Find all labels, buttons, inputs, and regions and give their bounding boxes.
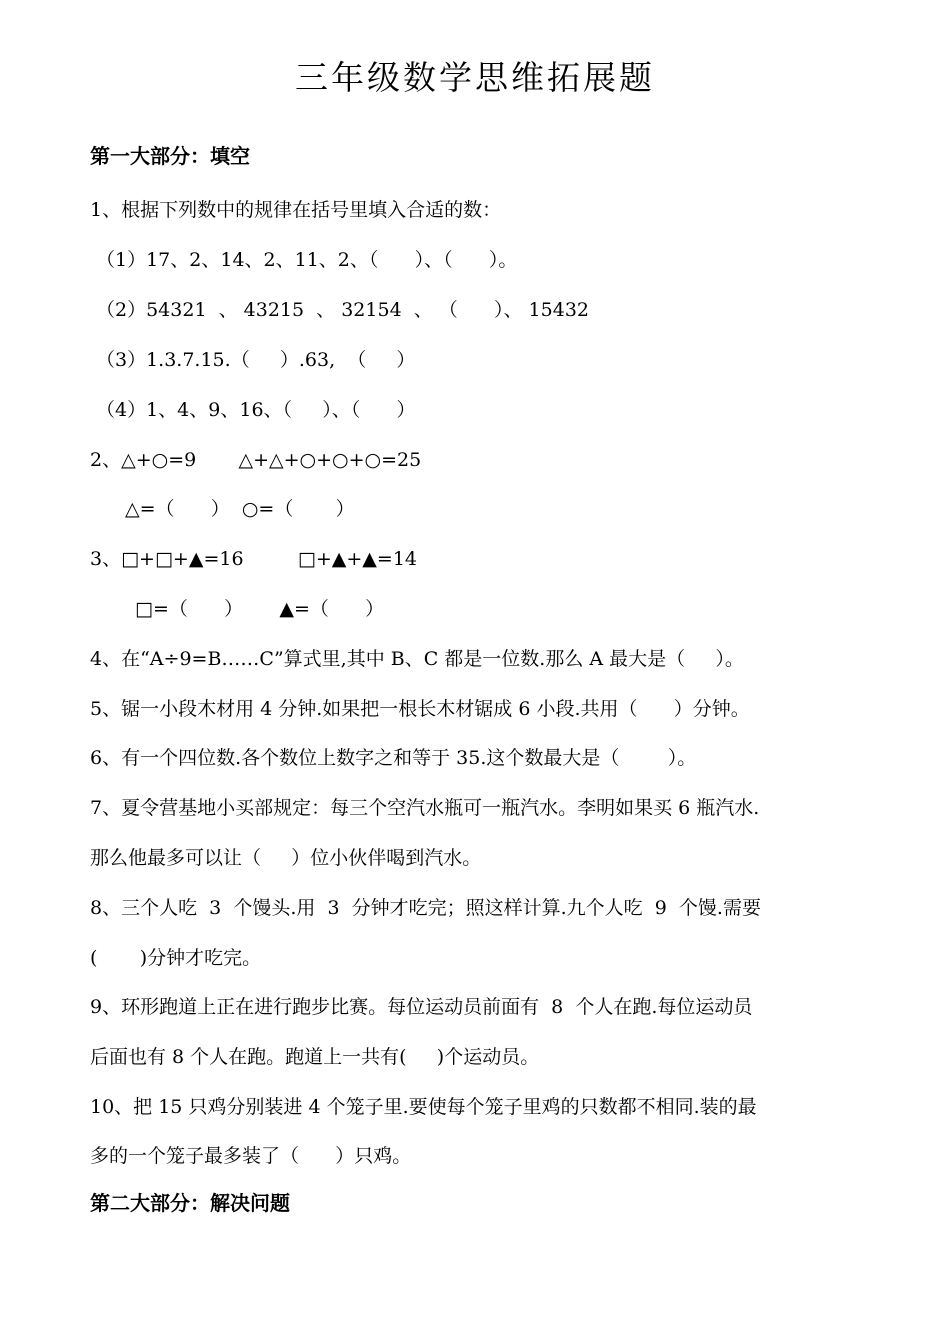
- question-6: 6、有一个四位数.各个数位上数字之和等于 35.这个数最大是（ ）。: [90, 747, 697, 769]
- question-1-part-4: （4）1、4、9、16、（ ）、（ ）: [96, 399, 416, 421]
- question-8-line-1: 8、三个人吃 3 个馒头.用 3 分钟才吃完；照这样计算.九个人吃 9 个馒.需要: [90, 897, 761, 919]
- question-2-line-2: △=（ ） ○=（ ）: [125, 498, 355, 520]
- question-7-line-1: 7、夏令营基地小买部规定：每三个空汽水瓶可一瓶汽水。李明如果买 6 瓶汽水.: [90, 797, 760, 819]
- question-9-line-1: 9、环形跑道上正在进行跑步比赛。每位运动员前面有 8 个人在跑.每位运动员: [90, 996, 753, 1018]
- question-1-part-3: （3）1.3.7.15.（ ）.63, （ ）: [96, 349, 416, 371]
- question-1-part-2: （2）54321 、 43215 、 32154 、 （ ）、 15432: [96, 299, 589, 321]
- section-heading-problem-solving: 第二大部分：解决问题: [90, 1191, 290, 1215]
- question-10-line-2: 多的一个笼子最多装了（ ）只鸡。: [90, 1145, 412, 1167]
- question-5: 5、锯一小段木材用 4 分钟.如果把一根长木材锯成 6 小段.共用（ ）分钟。: [90, 698, 750, 720]
- question-1-part-1: （1）17、2、14、2、11、2、（ ）、（ ）。: [96, 249, 518, 271]
- page-title: 三年级数学思维拓展题: [295, 58, 655, 97]
- question-4: 4、在“A÷9=B……C”算式里,其中 B、C 都是一位数.那么 A 最大是（ ）。: [90, 648, 744, 670]
- question-3-line-1: 3、□+□+▲=16 □+▲+▲=14: [90, 548, 418, 570]
- section-heading-fill-in: 第一大部分：填空: [90, 144, 250, 168]
- question-3-line-2: □=（ ） ▲=（ ）: [135, 598, 385, 620]
- question-7-line-2: 那么他最多可以让（ ）位小伙伴喝到汽水。: [90, 847, 482, 869]
- question-10-line-1: 10、把 15 只鸡分别装进 4 个笼子里.要使每个笼子里鸡的只数都不相同.装的最: [90, 1096, 757, 1118]
- question-1-stem: 1、根据下列数中的规律在括号里填入合适的数：: [90, 199, 502, 221]
- question-2-line-1: 2、△+○=9 △+△+○+○+○=25: [90, 449, 422, 471]
- question-8-line-2: ( )分钟才吃完。: [90, 947, 262, 969]
- question-9-line-2: 后面也有 8 个人在跑。跑道上一共有( )个运动员。: [90, 1046, 540, 1068]
